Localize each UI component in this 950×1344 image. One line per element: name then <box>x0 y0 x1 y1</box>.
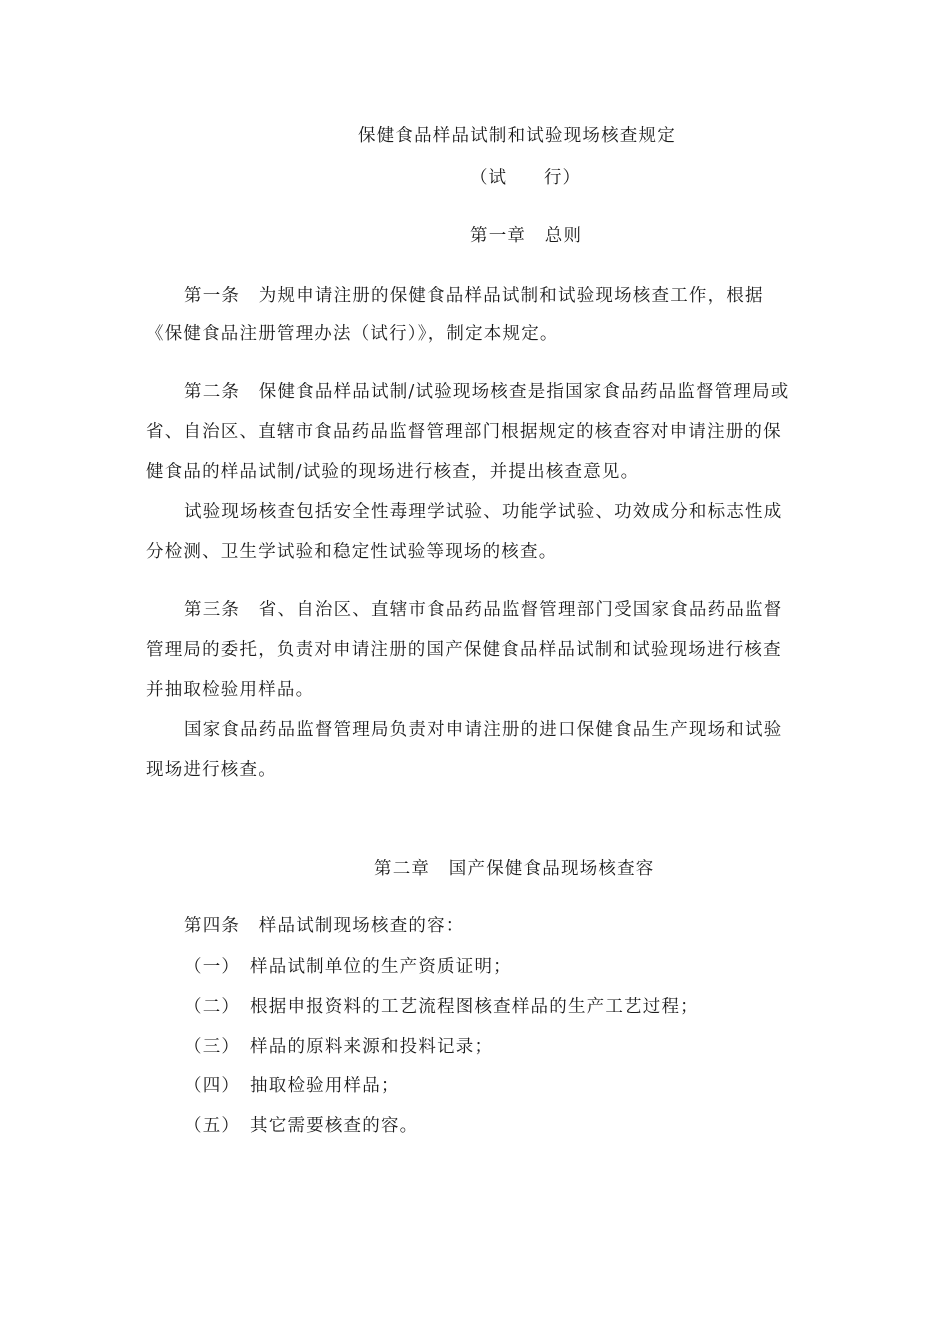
article-3-line-3: 并抽取检验用样品。 <box>146 680 315 700</box>
article-3-para-2-line-1: 国家食品药品监督管理局负责对申请注册的进口保健食品生产现场和试验 <box>184 720 783 740</box>
article-3-line-2: 管理局的委托，负责对申请注册的国产保健食品样品试制和试验现场进行核查 <box>146 640 782 660</box>
article-3-para-2-line-2: 现场进行核查。 <box>146 760 277 780</box>
list-item: （二） 根据申报资料的工艺流程图核查样品的生产工艺过程； <box>184 997 699 1017</box>
article-1-line-1: 第一条 为规申请注册的保健食品样品试制和试验现场核查工作，根据 <box>184 286 764 306</box>
article-4-heading: 第四条 样品试制现场核查的容： <box>184 916 465 936</box>
document-subtitle: （试 行） <box>470 168 581 188</box>
article-2-line-2: 省、自治区、直辖市食品药品监督管理部门根据规定的核查容对申请注册的保 <box>146 422 782 442</box>
list-item: （三） 样品的原料来源和投料记录； <box>184 1037 494 1057</box>
article-2-para-2-line-1: 试验现场核查包括安全性毒理学试验、功能学试验、功效成分和标志性成 <box>184 502 783 522</box>
list-item: （四） 抽取检验用样品； <box>184 1076 400 1096</box>
article-2-line-1: 第二条 保健食品样品试制/试验现场核查是指国家食品药品监督管理局或 <box>184 382 790 402</box>
article-2-line-3: 健食品的样品试制/试验的现场进行核查，并提出核查意见。 <box>146 462 640 482</box>
list-item: （五） 其它需要核查的容。 <box>184 1116 419 1136</box>
article-1-line-2: 《保健食品注册管理办法（试行）》，制定本规定。 <box>146 324 559 344</box>
chapter-1-heading: 第一章 总则 <box>470 226 583 246</box>
list-item: （一） 样品试制单位的生产资质证明； <box>184 957 512 977</box>
document-title: 保健食品样品试制和试验现场核查规定 <box>358 126 676 146</box>
chapter-2-heading: 第二章 国产保健食品现场核查容 <box>374 859 655 879</box>
article-2-para-2-line-2: 分检测、卫生学试验和稳定性试验等现场的核查。 <box>146 542 558 562</box>
article-3-line-1: 第三条 省、自治区、直辖市食品药品监督管理部门受国家食品药品监督 <box>184 600 783 620</box>
